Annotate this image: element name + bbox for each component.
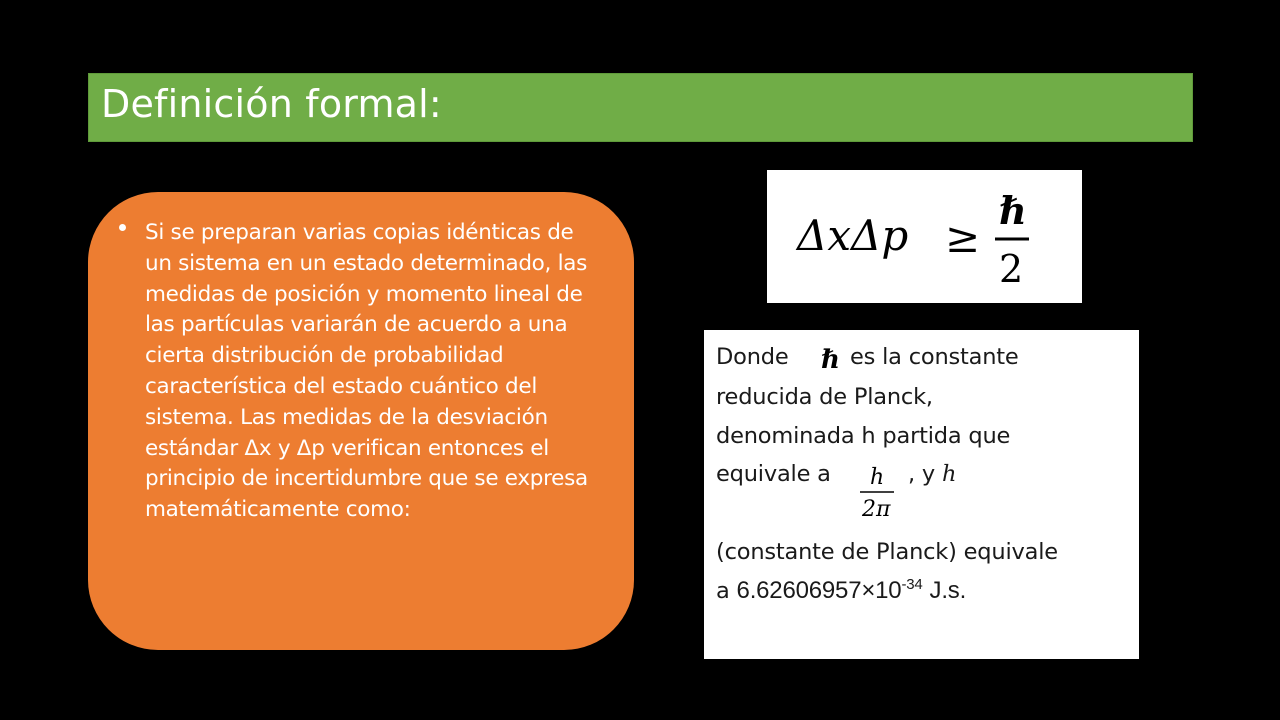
h-over-2pi-image [856, 454, 898, 524]
def-line-value: a $6.62606957\times 10^{-34}$ J.s. [716, 576, 967, 604]
content-box [88, 192, 634, 650]
fraction-numerator: h [870, 465, 885, 490]
svg-text:ℏ: ℏ [821, 345, 840, 374]
slide-title: Definición formal: [101, 82, 442, 126]
definition-box [704, 330, 1139, 659]
formula-relation: ≥ [945, 213, 981, 262]
formula-numerator: ℏ [999, 188, 1027, 233]
def-line-constante-planck: (constante de Planck) equivale [716, 539, 1058, 565]
fraction-denominator: 2π [862, 497, 891, 522]
def-line-constante: es la constante [850, 344, 1019, 370]
bullet-icon [119, 224, 126, 231]
planck-unit: J.s. [929, 577, 967, 604]
formula-denominator: 2 [999, 247, 1024, 291]
def-line-y: , y h [908, 461, 957, 487]
def-line-equivale: equivale a [716, 461, 831, 487]
hbar-symbol-image [817, 344, 847, 374]
uncertainty-formula-image [767, 170, 1082, 303]
bullet-text: Si se preparan varias copias idénticas de un sistema en un estado determinado, las medidas de posición y momento lineal de las partículas variarán de acuerdo a una cierta distribución de probabilidad característica del estado cuántico del sistema. Las medidas de la desviación estándar Δx y Δp verifican entonces el principio de incertidumbre que se expresa matemáticamente como: [145, 220, 588, 523]
planck-value: 6.62606957×10 [736, 577, 902, 604]
planck-exponent: -34 [901, 576, 923, 593]
formula-lhs: ΔxΔp [797, 211, 909, 260]
def-line-denominada: denominada h partida que [716, 423, 1011, 449]
def-line-reducida: reducida de Planck, [716, 384, 933, 410]
def-line-donde: Donde [716, 344, 789, 370]
slide-title-bar [88, 73, 1193, 142]
